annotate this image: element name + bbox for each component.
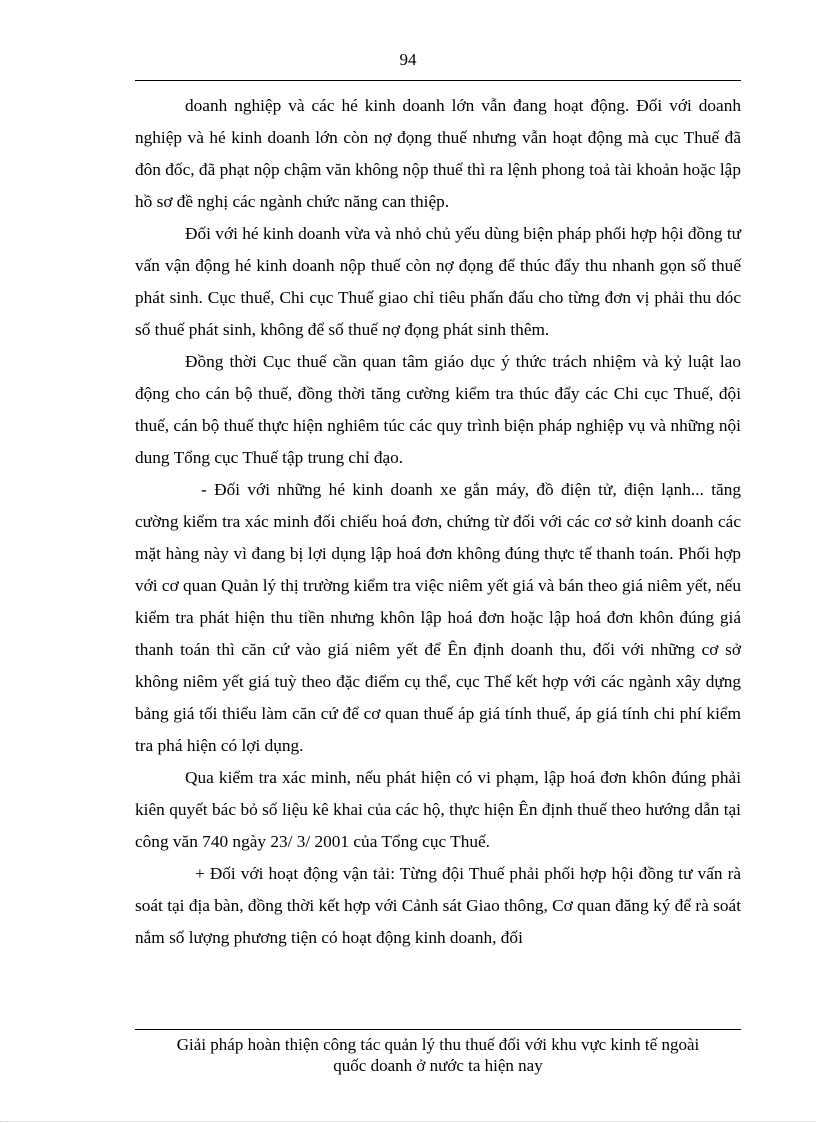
footer-line-2: quốc doanh ở nước ta hiện nay xyxy=(333,1056,543,1075)
footer-divider xyxy=(135,1029,741,1030)
paragraph-5: Qua kiểm tra xác minh, nếu phát hiện có vi phạm, lập hoá đơn khôn đúng phải kiên quyết bác bỏ số liệu kê khai của các hộ, thực hiện Ên định thuế theo hướng dẫn tại công văn 740 ngày 23/ 3/ 2001 của Tổng cục Thuế. xyxy=(135,768,741,851)
paragraph-4: - Đối với những hé kinh doanh xe gắn máy, đồ điện tử, điện lạnh... tăng cường kiểm tra xác minh đối chiếu hoá đơn, chứng từ đối với các cơ sở kinh doanh các mặt hàng này vì đang bị lợi dụng lập hoá đơn không đúng thực tế thanh toán. Phối hợp với cơ quan Quản lý thị trường kiểm tra việc niêm yết giá và bán theo giá niêm yết, nếu kiểm tra phát hiện thu tiền nhưng khôn lập hoá đơn hoặc lập hoá đơn khôn đúng giá thanh toán thì căn cứ vào giá niêm yết để Ên định doanh thu, đối với những cơ sở không niêm yết giá tuỳ theo đặc điểm cụ thể, cục Thế kết hợp với các ngành xây dựng bảng giá tối thiểu làm căn cứ để cơ quan thuế áp giá tính thuế, áp giá tính chi phí kiểm tra phá hiện có lợi dụng. xyxy=(135,480,741,755)
paragraph-2: Đối với hé kinh doanh vừa và nhỏ chủ yếu dùng biện pháp phối hợp hội đồng tư vấn vận động hé kinh doanh nộp thuế còn nợ đọng để thúc đẩy thu nhanh gọn số thuế phát sinh. Cục thuế, Chi cục Thuế giao chỉ tiêu phấn đấu cho từng đơn vị phải thu dóc số thuế phát sinh, không để số thuế nợ đọng phát sinh thêm. xyxy=(135,224,741,339)
paragraph-3: Đồng thời Cục thuế cần quan tâm giáo dục ý thức trách nhiệm và kỷ luật lao động cho cán bộ thuế, đồng thời tăng cường kiểm tra thúc đẩy các Chi cục Thuế, đội thuế, cán bộ thuế thực hiện nghiêm túc các quy trình biện pháp nghiệp vụ và những nội dung Tổng cục Thuế tập trung chỉ đạo. xyxy=(135,352,741,467)
footer xyxy=(135,1034,741,1076)
page-number: 94 xyxy=(399,50,417,69)
paragraph-6: + Đối với hoạt động vận tải: Từng đội Thuế phải phối hợp hội đồng tư vấn rà soát tại địa bàn, đồng thời kết hợp với Cảnh sát Giao thông, Cơ quan đăng ký để rà soát nắm số lượng phương tiện có hoạt động kinh doanh, đối xyxy=(135,864,741,947)
page-edge xyxy=(0,1121,816,1122)
paragraph-1: doanh nghiệp và các hé kinh doanh lớn vẫn đang hoạt động. Đối với doanh nghiệp và hé kinh doanh lớn còn nợ đọng thuế nhưng vẫn hoạt động mà cục Thuế đã đôn đốc, đã phạt nộp chậm văn không nộp thuế thì ra lệnh phong toả tài khoản hoặc lập hồ sơ đề nghị các ngành chức năng can thiệp. xyxy=(135,96,741,211)
footer-line-1: Giải pháp hoàn thiện công tác quản lý thu thuế đối với khu vực kinh tế ngoài xyxy=(176,1035,700,1054)
document-body xyxy=(135,90,741,954)
header-divider xyxy=(135,80,741,81)
